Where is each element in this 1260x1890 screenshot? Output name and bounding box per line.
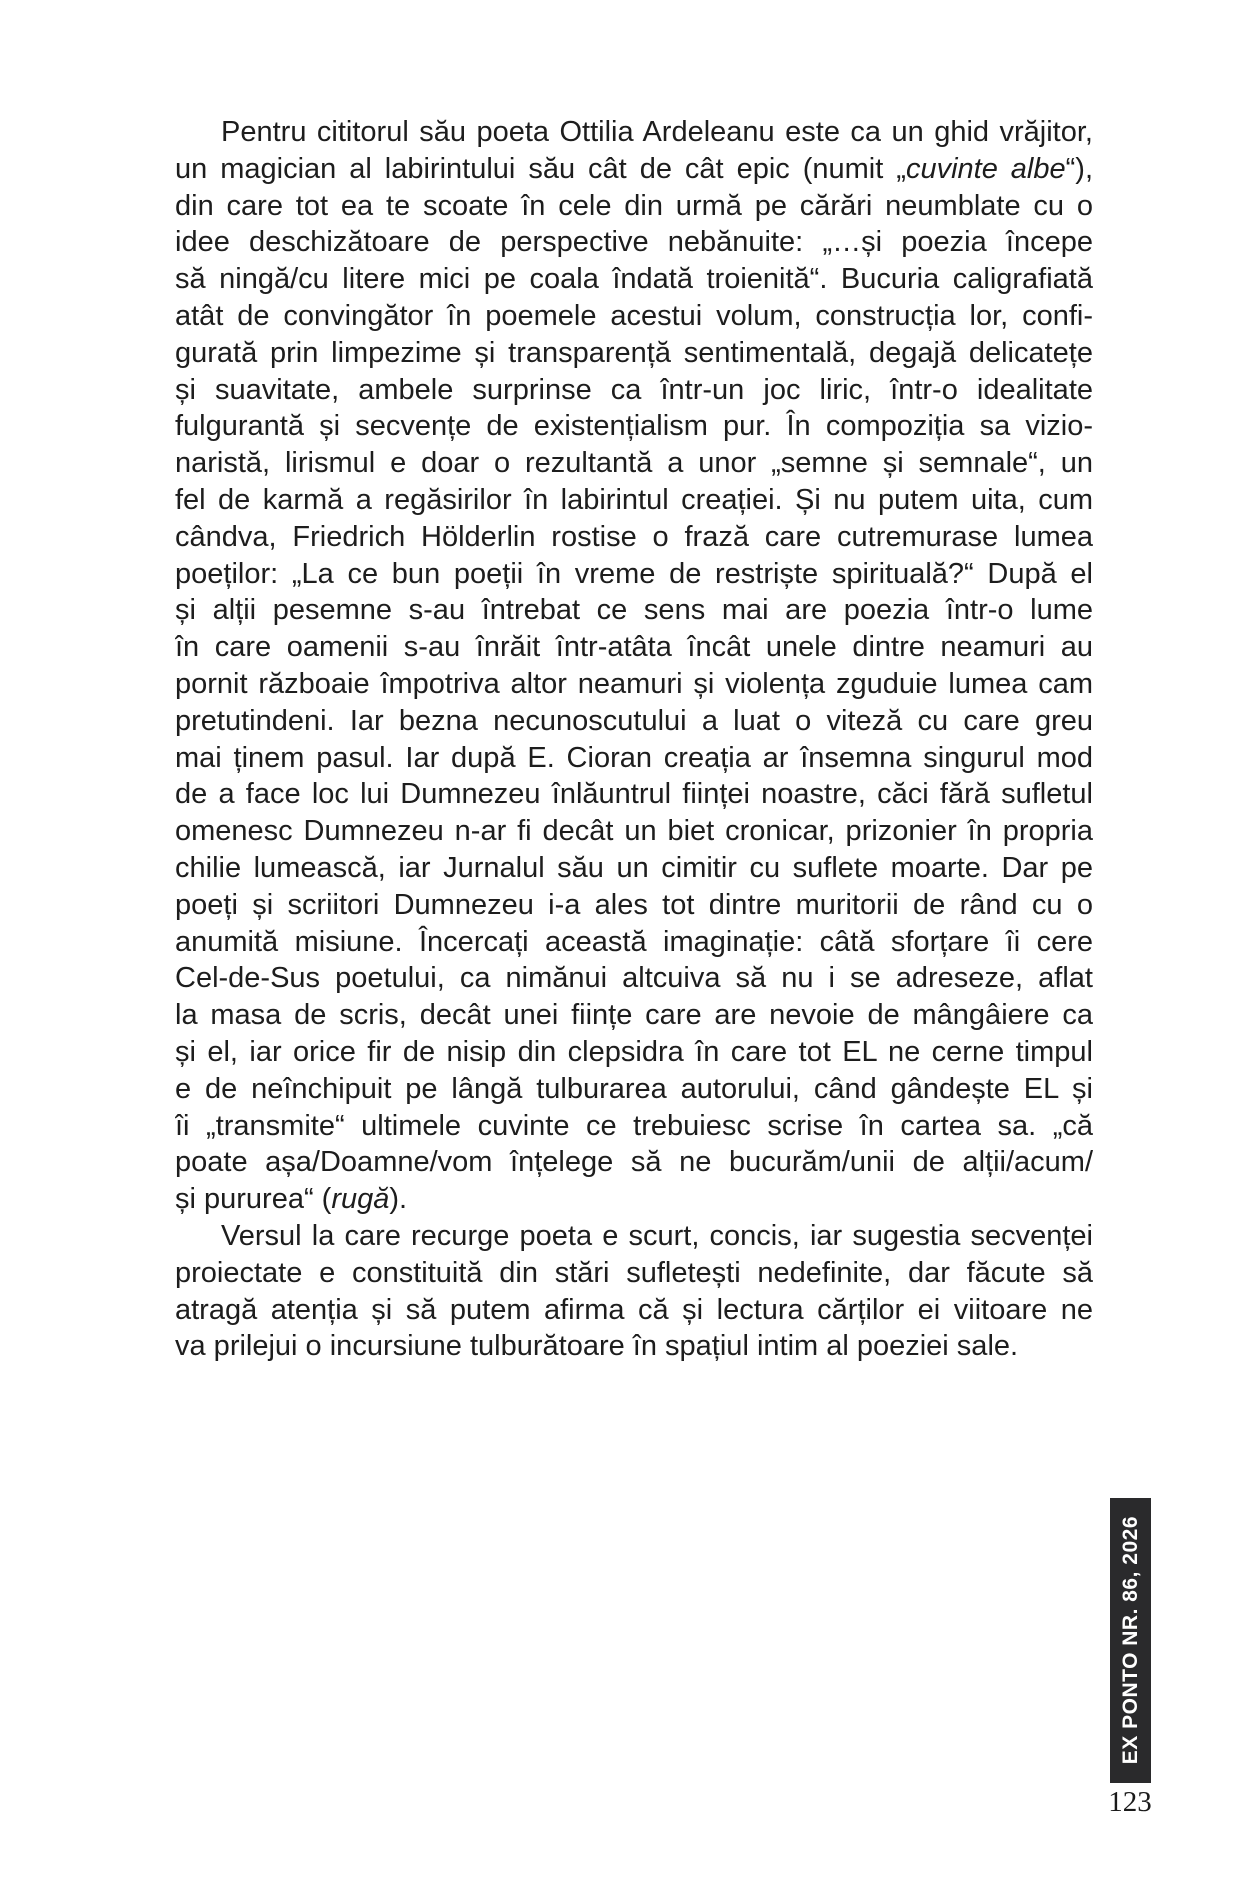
text-segment: anumită misiune. Încercați această imaginație: câtă sforțare îi cere xyxy=(175,925,1093,958)
text-segment: idee deschizătoare de perspective nebănuite: „…și poezia începe xyxy=(175,226,1093,259)
text-segment: omenesc Dumnezeu n-ar fi decât un biet cronicar, prizonier în propria xyxy=(175,815,1093,848)
text-segment: va prilejui o incursiune tulburătoare în spațiul intim al poeziei sale. xyxy=(175,1330,1019,1363)
text-segment: și alții pesemne s-au întrebat ce sens mai are poezia într-o lume xyxy=(175,594,1093,627)
text-line xyxy=(175,298,1093,335)
text-line xyxy=(175,556,1093,593)
text-line xyxy=(175,445,1093,482)
journal-issue-label: EX PONTO NR. 86, 2026 xyxy=(1118,1516,1142,1765)
text-line xyxy=(175,592,1093,629)
text-line xyxy=(175,1144,1093,1181)
text-line xyxy=(175,740,1093,777)
text-segment: proiectate e constituită din stări sufletești nedefinite, dar făcute să xyxy=(175,1256,1093,1289)
text-segment: pornit războaie împotriva altor neamuri și violența zguduie lumea cam xyxy=(175,667,1093,700)
text-segment: ). xyxy=(389,1183,408,1216)
text-line xyxy=(175,1255,1093,1292)
text-line xyxy=(175,1292,1093,1329)
text-line xyxy=(175,666,1093,703)
text-line xyxy=(175,1071,1093,1108)
text-line xyxy=(175,372,1093,409)
text-segment: un magician al labirintului său cât de cât epic (numit „ xyxy=(175,152,906,185)
text-line xyxy=(175,151,1093,188)
text-segment: mai ținem pasul. Iar după E. Cioran creația ar însemna singurul mod xyxy=(175,741,1093,774)
text-line xyxy=(175,1034,1093,1071)
text-segment: poeți și scriitori Dumnezeu i-a ales tot dintre muritorii de rând cu o xyxy=(175,888,1093,921)
text-segment: și el, iar orice fir de nisip din clepsidra în care tot EL ne cerne timpul xyxy=(175,1035,1093,1068)
text-line xyxy=(175,519,1093,556)
text-segment: și suavitate, ambele surprinse ca într-un joc liric, într-o idealitate xyxy=(175,373,1093,406)
text-segment: chilie lumească, iar Jurnalul său un cimitir cu suflete moarte. Dar pe xyxy=(175,851,1093,884)
text-segment: fulgurantă și secvențe de existențialism pur. În compoziția sa vizio- xyxy=(175,410,1093,443)
text-segment: pretutindeni. Iar bezna necunoscutului a luat o viteză cu care greu xyxy=(175,704,1093,737)
article-body xyxy=(175,114,1093,1365)
text-segment: din care tot ea te scoate în cele din urmă pe cărări neumblate cu o xyxy=(175,189,1093,222)
text-segment: să ningă/cu litere mici pe coala îndată troienită“. Bucuria caligrafiată xyxy=(175,263,1093,296)
text-line xyxy=(175,482,1093,519)
text-line xyxy=(175,703,1093,740)
text-line xyxy=(175,997,1093,1034)
text-line xyxy=(175,1181,1093,1218)
text-segment: fel de karmă a regăsirilor în labirintul creației. Și nu putem uita, cum xyxy=(175,483,1093,516)
text-segment: gurată prin limpezime și transparență sentimentală, degajă delicatețe xyxy=(175,336,1093,369)
text-segment: cândva, Friedrich Hölderlin rostise o frază care cutremurase lumea xyxy=(175,520,1093,553)
text-line xyxy=(175,924,1093,961)
text-line xyxy=(175,813,1093,850)
text-line xyxy=(175,261,1093,298)
text-segment: Cel-de-Sus poetului, ca nimănui altcuiva să nu i se adreseze, aflat xyxy=(175,962,1093,995)
text-line xyxy=(175,188,1093,225)
text-segment: poate așa/Doamne/vom înțelege să ne bucurăm/unii de alții/acum/ xyxy=(175,1146,1093,1179)
text-line xyxy=(175,1218,1093,1255)
text-segment: la masa de scris, decât unei ființe care are nevoie de mângâiere ca xyxy=(175,999,1093,1032)
text-line xyxy=(175,114,1093,151)
paragraph xyxy=(175,114,1093,1218)
text-line xyxy=(175,408,1093,445)
text-line xyxy=(175,960,1093,997)
text-segment: poeților: „La ce bun poeții în vreme de restriște spirituală?“ După el xyxy=(175,557,1093,590)
text-line xyxy=(175,1328,1093,1365)
text-segment: naristă, lirismul e doar o rezultantă a unor „semne și semnale“, un xyxy=(175,447,1093,480)
journal-spine-bar xyxy=(1110,1498,1151,1783)
text-segment: “), xyxy=(1065,152,1093,185)
text-segment: de a face loc lui Dumnezeu înlăuntrul ființei noastre, căci fără sufletul xyxy=(175,778,1093,811)
text-segment: atât de convingător în poemele acestui volum, construcția lor, confi- xyxy=(175,299,1093,332)
paragraph xyxy=(175,1218,1093,1365)
text-segment: Pentru cititorul său poeta Ottilia Ardeleanu este ca un ghid vrăjitor, xyxy=(221,116,1093,148)
page-number: 123 xyxy=(1108,1786,1152,1818)
text-line xyxy=(175,776,1093,813)
italic-text-segment: rugă xyxy=(331,1183,390,1216)
text-line xyxy=(175,224,1093,261)
text-line xyxy=(175,1108,1093,1145)
text-line xyxy=(175,850,1093,887)
text-segment: e de neînchipuit pe lângă tulburarea autorului, când gândește EL și xyxy=(175,1072,1093,1105)
text-segment: Versul la care recurge poeta e scurt, concis, iar sugestia secvenței xyxy=(221,1219,1093,1252)
text-segment: îi „transmite“ ultimele cuvinte ce trebuiesc scrise în cartea sa. „că xyxy=(175,1109,1093,1142)
italic-text-segment: cuvinte albe xyxy=(905,152,1066,185)
text-line xyxy=(175,335,1093,372)
text-segment: în care oamenii s-au înrăit într-atâta încât unele dintre neamuri au xyxy=(175,631,1093,664)
text-line xyxy=(175,887,1093,924)
text-segment: atragă atenția și să putem afirma că și lectura cărților ei viitoare ne xyxy=(175,1293,1093,1326)
text-line xyxy=(175,629,1093,666)
text-segment: și pururea“ ( xyxy=(175,1183,332,1216)
